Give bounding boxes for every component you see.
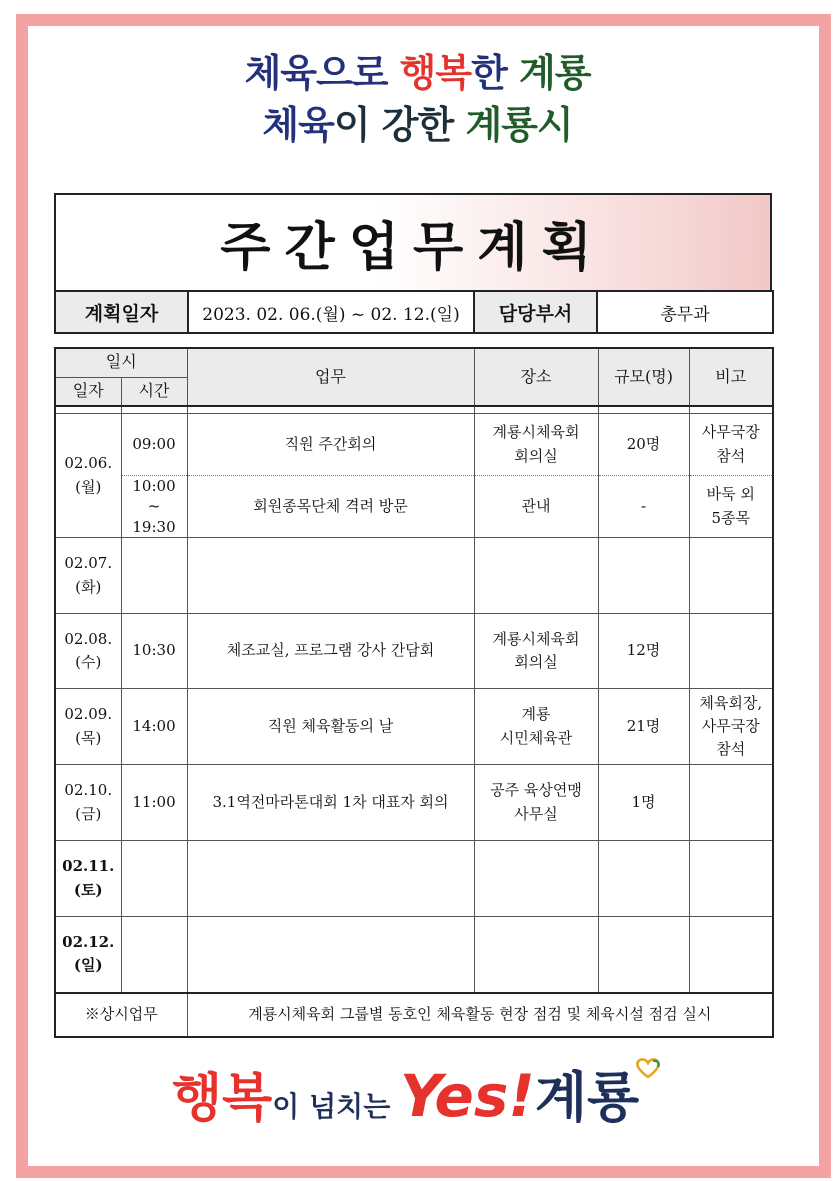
weekday-text: (일)	[73, 956, 103, 975]
title-box	[54, 193, 772, 292]
date-cell	[55, 917, 121, 993]
header-time: 시간	[121, 377, 187, 406]
heart-icon	[633, 1057, 663, 1079]
spacer-cell	[187, 406, 474, 414]
header-datetime: 일시	[55, 348, 187, 377]
footer-row	[55, 993, 773, 1037]
scale-cell	[598, 917, 689, 993]
task-cell: 3.1역전마라톤대회 1차 대표자 회의	[187, 765, 474, 841]
table-row	[55, 414, 773, 476]
time-cell	[121, 841, 187, 917]
footer-label: ※상시업무	[55, 993, 187, 1037]
task-cell: 회원종목단체 격려 방문	[187, 476, 474, 538]
spacer-cell	[55, 406, 121, 414]
time-cell	[121, 917, 187, 993]
slogan-line-1-part: 행복	[399, 51, 472, 95]
weekday-text: (수)	[75, 653, 102, 671]
note-cell	[689, 841, 773, 917]
spacer-cell	[598, 406, 689, 414]
cell-line: 참석	[716, 446, 746, 465]
note-cell	[689, 414, 773, 476]
place-cell	[474, 414, 598, 476]
footer-value: 계룡시체육회 그룹별 동호인 체육활동 현장 점검 및 체육시설 점검 실시	[187, 993, 773, 1037]
logo-part-gyeryong: 계룡	[534, 1066, 640, 1129]
weekday-text: (토)	[73, 880, 103, 899]
logo-part-overflowing: 이 넘치는	[272, 1090, 400, 1123]
place-cell	[474, 917, 598, 993]
cell-line: 계룡	[521, 705, 551, 724]
header-note: 비고	[689, 348, 773, 406]
scale-cell: -	[598, 476, 689, 538]
cell-line: 회의실	[514, 446, 558, 465]
date-cell	[55, 841, 121, 917]
weekday-text: (월)	[75, 477, 102, 496]
time-cell	[121, 538, 187, 614]
cell-line: 관내	[521, 496, 551, 515]
cell-line: 체육회장,	[699, 693, 763, 712]
date-text: 02.11.	[62, 857, 115, 876]
plan-date-value: 2023. 02. 06.(월) ~ 02. 12.(일)	[188, 291, 474, 333]
time-cell: 14:00	[121, 689, 187, 765]
slogan-line-2-part: 체육	[262, 103, 334, 147]
note-cell	[689, 689, 773, 765]
date-text: 02.12.	[62, 933, 115, 951]
logo-part-happiness: 행복	[171, 1069, 273, 1129]
time-cell: 10:30	[121, 614, 187, 689]
date-cell	[55, 614, 121, 689]
place-cell	[474, 841, 598, 917]
scale-cell: 20명	[598, 414, 689, 476]
time-cell: 11:00	[121, 765, 187, 841]
task-cell	[187, 917, 474, 993]
note-cell	[689, 614, 773, 689]
page-title: 주간업무계획	[220, 218, 606, 278]
cell-line: 사무국장	[701, 423, 760, 442]
slogan-line-2	[0, 94, 835, 149]
cell-line: 시민체육관	[499, 728, 573, 747]
date-text: 02.09.	[64, 705, 113, 724]
slogan-line-1-part: 으로	[315, 51, 400, 95]
scale-cell: 1명	[598, 765, 689, 841]
logo-part-yes: Yes!	[400, 1062, 535, 1130]
scale-cell	[598, 538, 689, 614]
note-cell	[689, 476, 773, 538]
slogan-line-1	[0, 42, 835, 97]
schedule-table	[54, 347, 774, 1038]
date-cell	[55, 689, 121, 765]
time-cell	[121, 476, 187, 538]
date-cell	[55, 414, 121, 538]
place-cell	[474, 538, 598, 614]
slogan-line-1-part: 계룡	[519, 51, 591, 95]
time-line: 10:00	[132, 477, 176, 496]
date-text: 02.06.	[64, 454, 113, 473]
header-date: 일자	[55, 377, 121, 406]
note-cell	[689, 765, 773, 841]
cell-line: 사무실	[514, 804, 558, 823]
cell-line: 계룡시체육회	[492, 423, 580, 442]
date-text: 02.10.	[64, 781, 113, 800]
bottom-logo	[0, 1055, 835, 1132]
spacer-cell	[121, 406, 187, 414]
slogan-line-2-part: 이 강한	[333, 103, 466, 147]
place-cell	[474, 476, 598, 538]
task-cell	[187, 841, 474, 917]
info-table	[54, 290, 774, 334]
note-cell	[689, 538, 773, 614]
slogan-line-2-part: 계룡시	[465, 103, 573, 147]
header-place: 장소	[474, 348, 598, 406]
task-cell: 직원 체육활동의 날	[187, 689, 474, 765]
table-row	[55, 917, 773, 993]
table-row	[55, 538, 773, 614]
date-cell	[55, 538, 121, 614]
scale-cell: 12명	[598, 614, 689, 689]
time-line: 19:30	[132, 517, 176, 536]
cell-line: 계룡시체육회	[492, 629, 580, 648]
slogan-line-1-part: 체육	[244, 51, 316, 95]
cell-line: 바둑 외	[706, 485, 755, 504]
cell-line: 참석	[716, 740, 746, 759]
spacer-cell	[474, 406, 598, 414]
cell-line: 5종목	[711, 508, 751, 527]
spacer-cell	[689, 406, 773, 414]
date-text: 02.08.	[64, 629, 113, 648]
date-cell	[55, 765, 121, 841]
table-row	[55, 841, 773, 917]
note-cell	[689, 917, 773, 993]
cell-line: 사무국장	[701, 716, 760, 735]
task-cell	[187, 538, 474, 614]
time-cell: 09:00	[121, 414, 187, 476]
place-cell	[474, 765, 598, 841]
place-cell	[474, 614, 598, 689]
header-scale: 규모(명)	[598, 348, 689, 406]
task-cell: 직원 주간회의	[187, 414, 474, 476]
time-line: ~	[147, 497, 161, 516]
table-row	[55, 689, 773, 765]
slogan-line-1-part: 한	[471, 51, 520, 95]
place-cell	[474, 689, 598, 765]
cell-line: 회의실	[514, 653, 558, 671]
weekday-text: (목)	[75, 728, 102, 747]
scale-cell	[598, 841, 689, 917]
scale-cell: 21명	[598, 689, 689, 765]
plan-date-label: 계획일자	[55, 291, 188, 333]
cell-line: 공주 육상연맹	[490, 781, 582, 800]
table-row	[55, 614, 773, 689]
table-row	[55, 476, 773, 538]
weekday-text: (금)	[75, 804, 102, 823]
header-task: 업무	[187, 348, 474, 406]
weekday-text: (화)	[75, 577, 102, 596]
dept-label: 담당부서	[474, 291, 597, 333]
date-text: 02.07.	[64, 554, 113, 573]
task-cell: 체조교실, 프로그램 강사 간담회	[187, 614, 474, 689]
dept-value: 총무과	[597, 291, 773, 333]
table-row	[55, 765, 773, 841]
